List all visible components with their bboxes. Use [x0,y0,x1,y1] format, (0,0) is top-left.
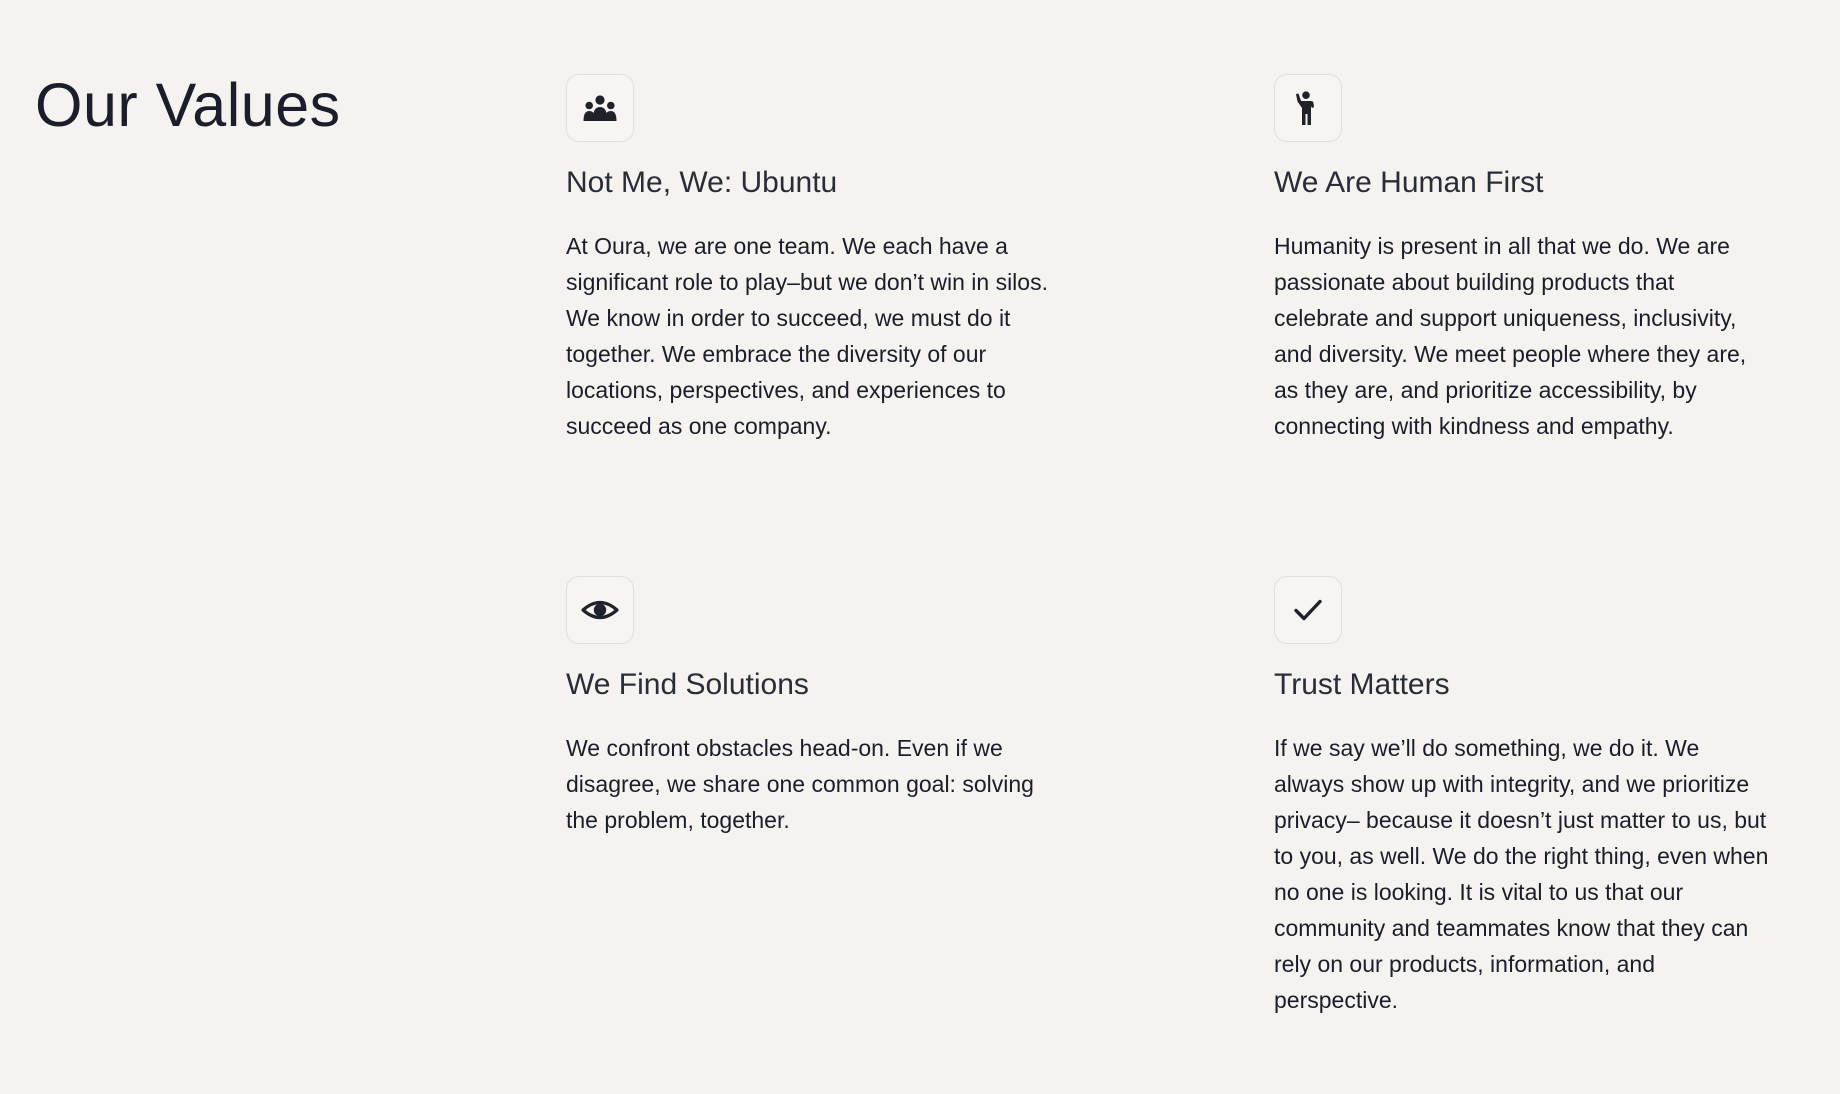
value-description: We confront obstacles head-on. Even if we disagree, we share one common goal: solving the problem, together. [566,735,1034,833]
group-icon [566,74,634,142]
value-title: Not Me, We: Ubuntu [566,166,838,199]
person-waving-icon [1274,74,1342,142]
value-title: We Find Solutions [566,668,809,701]
value-title: We Are Human First [1274,166,1544,199]
value-description: At Oura, we are one team. We each have a significant role to play–but we don’t win in silos. We know in order to succeed, we must do it together. We embrace the diversity of our locations, perspectives, and experiences to succeed as one company. [566,233,1048,439]
value-description: If we say we’ll do something, we do it. We always show up with integrity, and we prioritize privacy– because it doesn’t just matter to us, but to you, as well. We do the right thing, even when no one is looking. It is vital to us that our community and teammates know that they can rely on our products, information, and perspective. [1274,735,1769,1013]
value-card-human-first [1274,74,1784,444]
section-title: Our Values [35,71,341,139]
value-card-find-solutions [566,576,1076,838]
value-card-ubuntu [566,74,1076,444]
value-card-trust-matters [1274,576,1784,1018]
value-description: Humanity is present in all that we do. We are passionate about building products that celebrate and support uniqueness, inclusivity, and diversity. We meet people where they are, as they are, and prioritize accessibility, by connecting with kindness and empathy. [1274,233,1747,439]
value-title: Trust Matters [1274,668,1450,701]
eye-icon [566,576,634,644]
checkmark-icon [1274,576,1342,644]
